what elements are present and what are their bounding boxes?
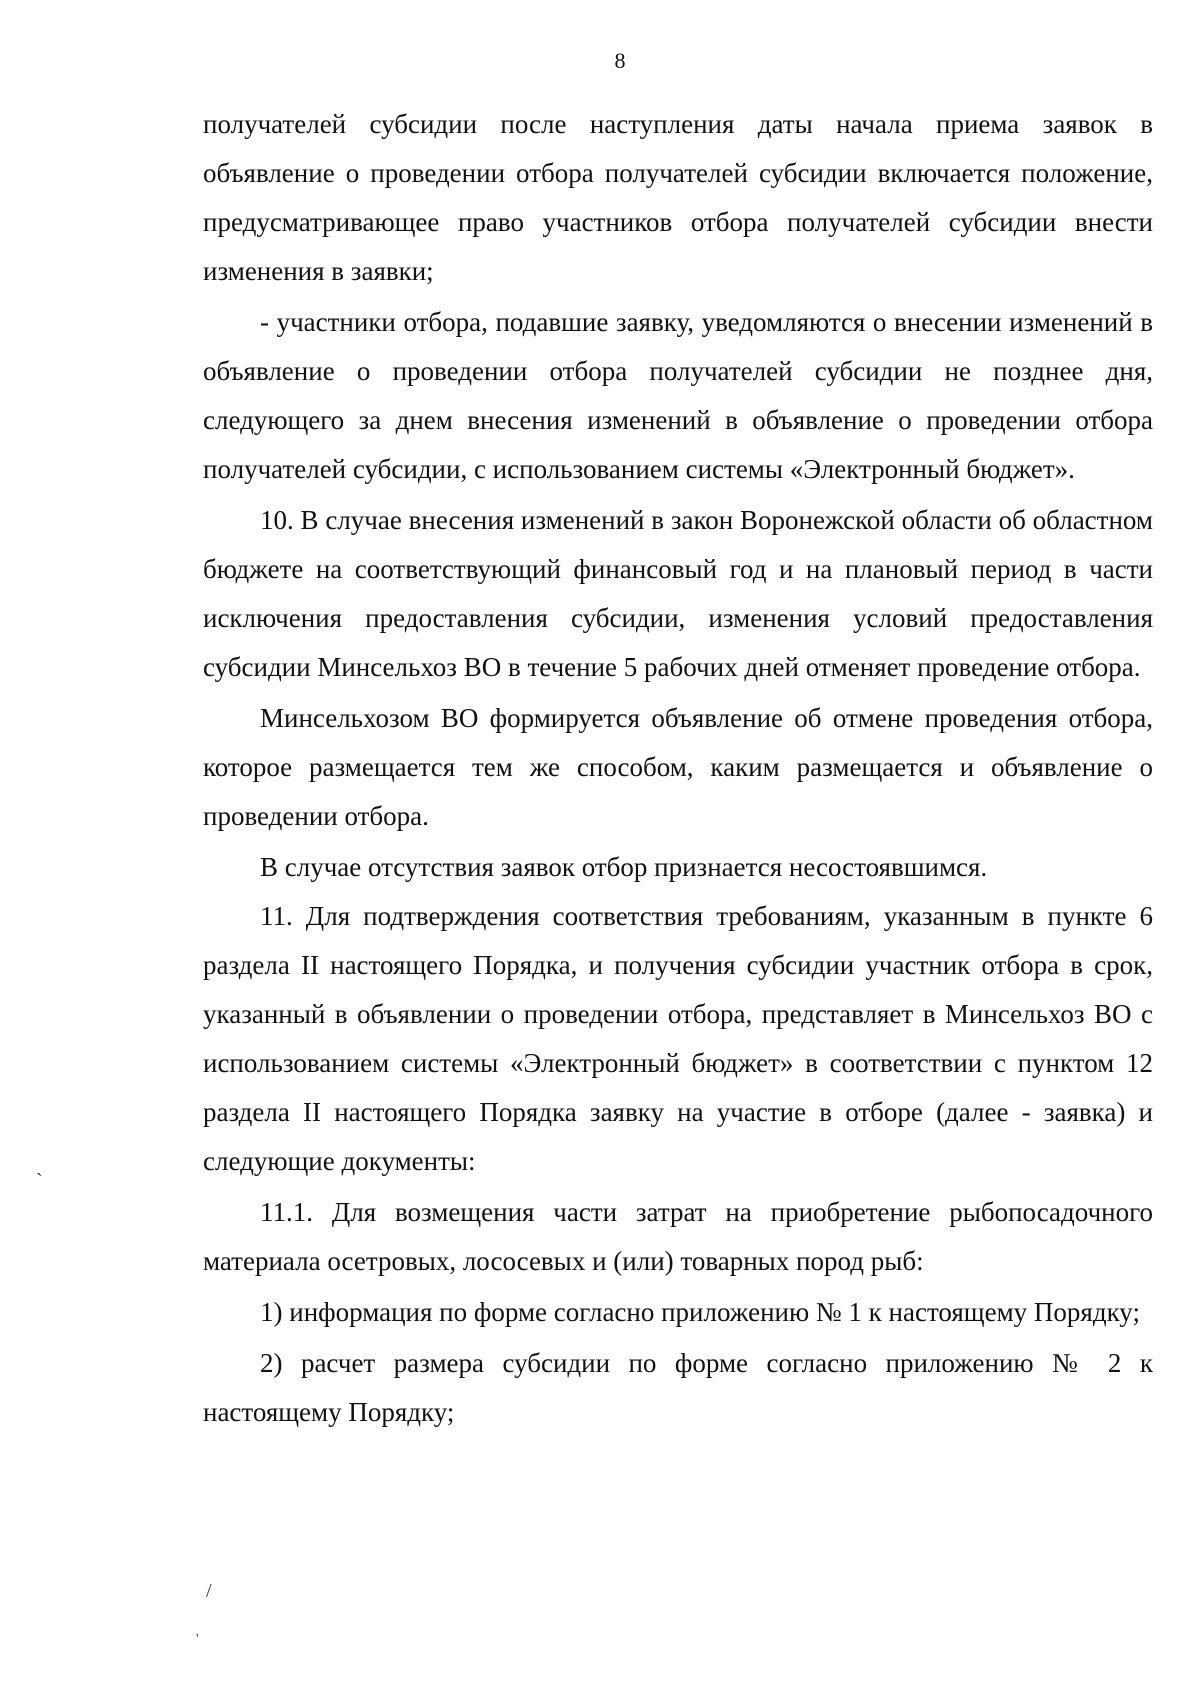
paragraph-cancellation-notice: Минсельхозом ВО формируется объявление об отмене проведения отбора, которое размещается тем же способом, каким размещается и объявление о проведении отбора. <box>203 703 1153 831</box>
paragraph-participants-notice: - участники отбора, подавшие заявку, уведомляются о внесении изменений в объявление о проведении отбора получателей субсидии не позднее дня, следующего за днем внесения изменений в объявление о проведении отбора получателей субсидии, с использованием системы «Электронный бюджет». <box>203 307 1153 484</box>
scan-mark: / <box>206 1580 212 1602</box>
paragraph-no-applications: В случае отсутствия заявок отбор признается несостоявшимся. <box>260 852 988 882</box>
paragraph-list-item-2: 2) расчет размера субсидии по форме согласно приложению № 2 к настоящему Порядку; <box>203 1348 1153 1427</box>
page-number: 8 <box>614 48 626 73</box>
scan-mark: ' <box>196 1632 199 1647</box>
paragraph-continuation: получателей субсидии после наступления даты начала приема заявок в объявление о проведении отбора получателей субсидии включается положение, предусматривающее право участников отбора получателей субсидии внести изменения в заявки; <box>203 109 1153 286</box>
paragraph-item-10: 10. В случае внесения изменений в закон Воронежской области об областном бюджете на соответствующий финансовый год и на плановый период в части исключения предоставления субсидии, изменения условий предоставления субсидии Минсельхоз ВО в течение 5 рабочих дней отменяет проведение отбора. <box>203 505 1153 682</box>
paragraph-list-item-1: 1) информация по форме согласно приложению № 1 к настоящему Порядку; <box>260 1297 1140 1327</box>
paragraph-item-11: 11. Для подтверждения соответствия требованиям, указанным в пункте 6 раздела II настоящего Порядка, и получения субсидии участник отбора в срок, указанный в объявлении о проведении отбора, представляет в Минсельхоз ВО с использованием системы «Электронный бюджет» в соответствии с пунктом 12 раздела II настоящего Порядка заявку на участие в отборе (далее - заявка) и следующие документы: <box>203 901 1153 1176</box>
scan-mark: ` <box>36 1170 43 1192</box>
paragraph-item-11-1: 11.1. Для возмещения части затрат на приобретение рыбопосадочного материала осетровых, лососевых и (или) товарных пород рыб: <box>203 1197 1153 1276</box>
document-body <box>203 100 1153 1437</box>
